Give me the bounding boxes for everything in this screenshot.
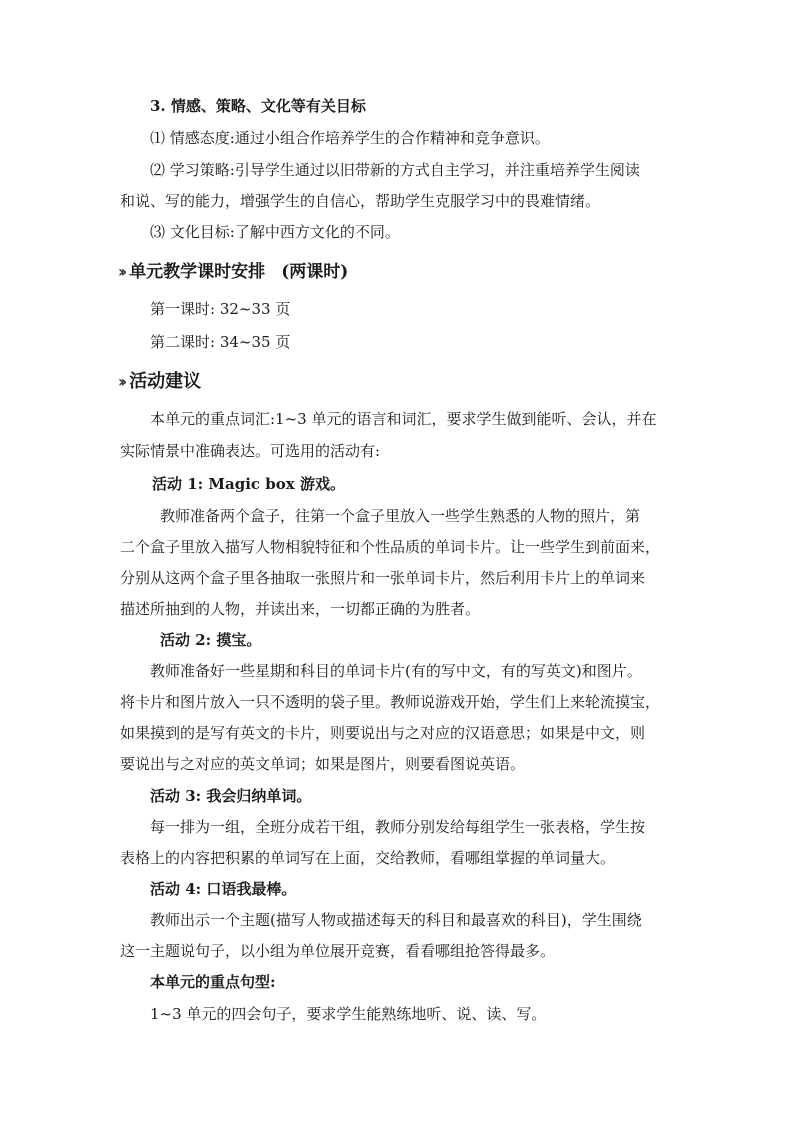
section-3-title: 3. 情感、策略、文化等有关目标 bbox=[150, 97, 366, 115]
activity-1-line-2: 二个盒子里放入描写人物相貌特征和个性品质的单词卡片。让一些学生到前面来， bbox=[120, 538, 661, 556]
schedule-heading-text: 单元教学课时安排 bbox=[129, 262, 266, 282]
activity-2-title: 活动 2: 摸宝。 bbox=[160, 631, 262, 649]
activity-2-line-4: 要说出与之对应的英文单词；如果是图片，则要看图说英语。 bbox=[120, 755, 526, 773]
schedule-heading-extra: (两课时) bbox=[281, 262, 349, 282]
activities-intro-line-1: 本单元的重点词汇:1~3 单元的语言和词汇，要求学生做到能听、会认，并在 bbox=[150, 410, 657, 428]
activity-1-title: 活动 1: Magic box 游戏。 bbox=[152, 475, 345, 493]
activity-4-line-2: 这一主题说句子，以小组为单位展开竞赛，看看哪组抢答得最多。 bbox=[120, 942, 556, 960]
key-sentences-title: 本单元的重点句型: bbox=[150, 973, 276, 991]
lesson-1: 第一课时: 32~33 页 bbox=[150, 300, 291, 318]
double-chevron-icon: ›› bbox=[118, 262, 124, 281]
activity-4-title: 活动 4: 口语我最棒。 bbox=[150, 880, 297, 898]
activity-1-line-4: 描述所抽到的人物，并读出来，一切都正确的为胜者。 bbox=[120, 600, 481, 618]
activities-heading bbox=[118, 371, 201, 393]
activity-4-line-1: 教师出示一个主题(描写人物或描述每天的科目和最喜欢的科目)，学生围绕 bbox=[150, 911, 642, 929]
activity-2-line-1: 教师准备好一些星期和科目的单词卡片(有的写中文，有的写英文)和图片。 bbox=[150, 662, 642, 680]
schedule-heading bbox=[118, 261, 348, 283]
key-sentences-line-1: 1~3 单元的四会句子，要求学生能熟练地听、说、读、写。 bbox=[150, 1005, 547, 1023]
activity-3-title: 活动 3: 我会归纳单词。 bbox=[150, 787, 312, 805]
lesson-2: 第二课时: 34~35 页 bbox=[150, 333, 291, 351]
activity-3-line-2: 表格上的内容把积累的单词写在上面，交给教师，看哪组掌握的单词量大。 bbox=[120, 849, 616, 867]
double-chevron-icon: ›› bbox=[118, 372, 124, 391]
activity-1-line-3: 分别从这两个盒子里各抽取一张照片和一张单词卡片，然后利用卡片上的单词来 bbox=[120, 569, 646, 587]
section-3-item-3: ⑶ 文化目标:了解中西方文化的不同。 bbox=[150, 223, 400, 241]
section-3-item-2-line-2: 和说、写的能力，增强学生的自信心，帮助学生克服学习中的畏难情绪。 bbox=[120, 192, 601, 210]
activity-2-line-3: 如果摸到的是写有英文的卡片，则要说出与之对应的汉语意思；如果是中文，则 bbox=[120, 724, 646, 742]
activity-2-line-2: 将卡片和图片放入一只不透明的袋子里。教师说游戏开始，学生们上来轮流摸宝， bbox=[120, 693, 661, 711]
activities-intro-line-2: 实际情景中准确表达。可选用的活动有: bbox=[120, 442, 381, 460]
section-3-item-1: ⑴ 情感态度:通过小组合作培养学生的合作精神和竞争意识。 bbox=[150, 129, 550, 147]
activities-heading-text: 活动建议 bbox=[129, 371, 202, 392]
section-3-item-2-line-1: ⑵ 学习策略:引导学生通过以旧带新的方式自主学习，并注重培养学生阅读 bbox=[150, 161, 640, 179]
activity-3-line-1: 每一排为一组，全班分成若干组，教师分别发给每组学生一张表格，学生按 bbox=[150, 818, 646, 836]
activity-1-line-1: 教师准备两个盒子，往第一个盒子里放入一些学生熟悉的人物的照片，第 bbox=[160, 507, 641, 525]
